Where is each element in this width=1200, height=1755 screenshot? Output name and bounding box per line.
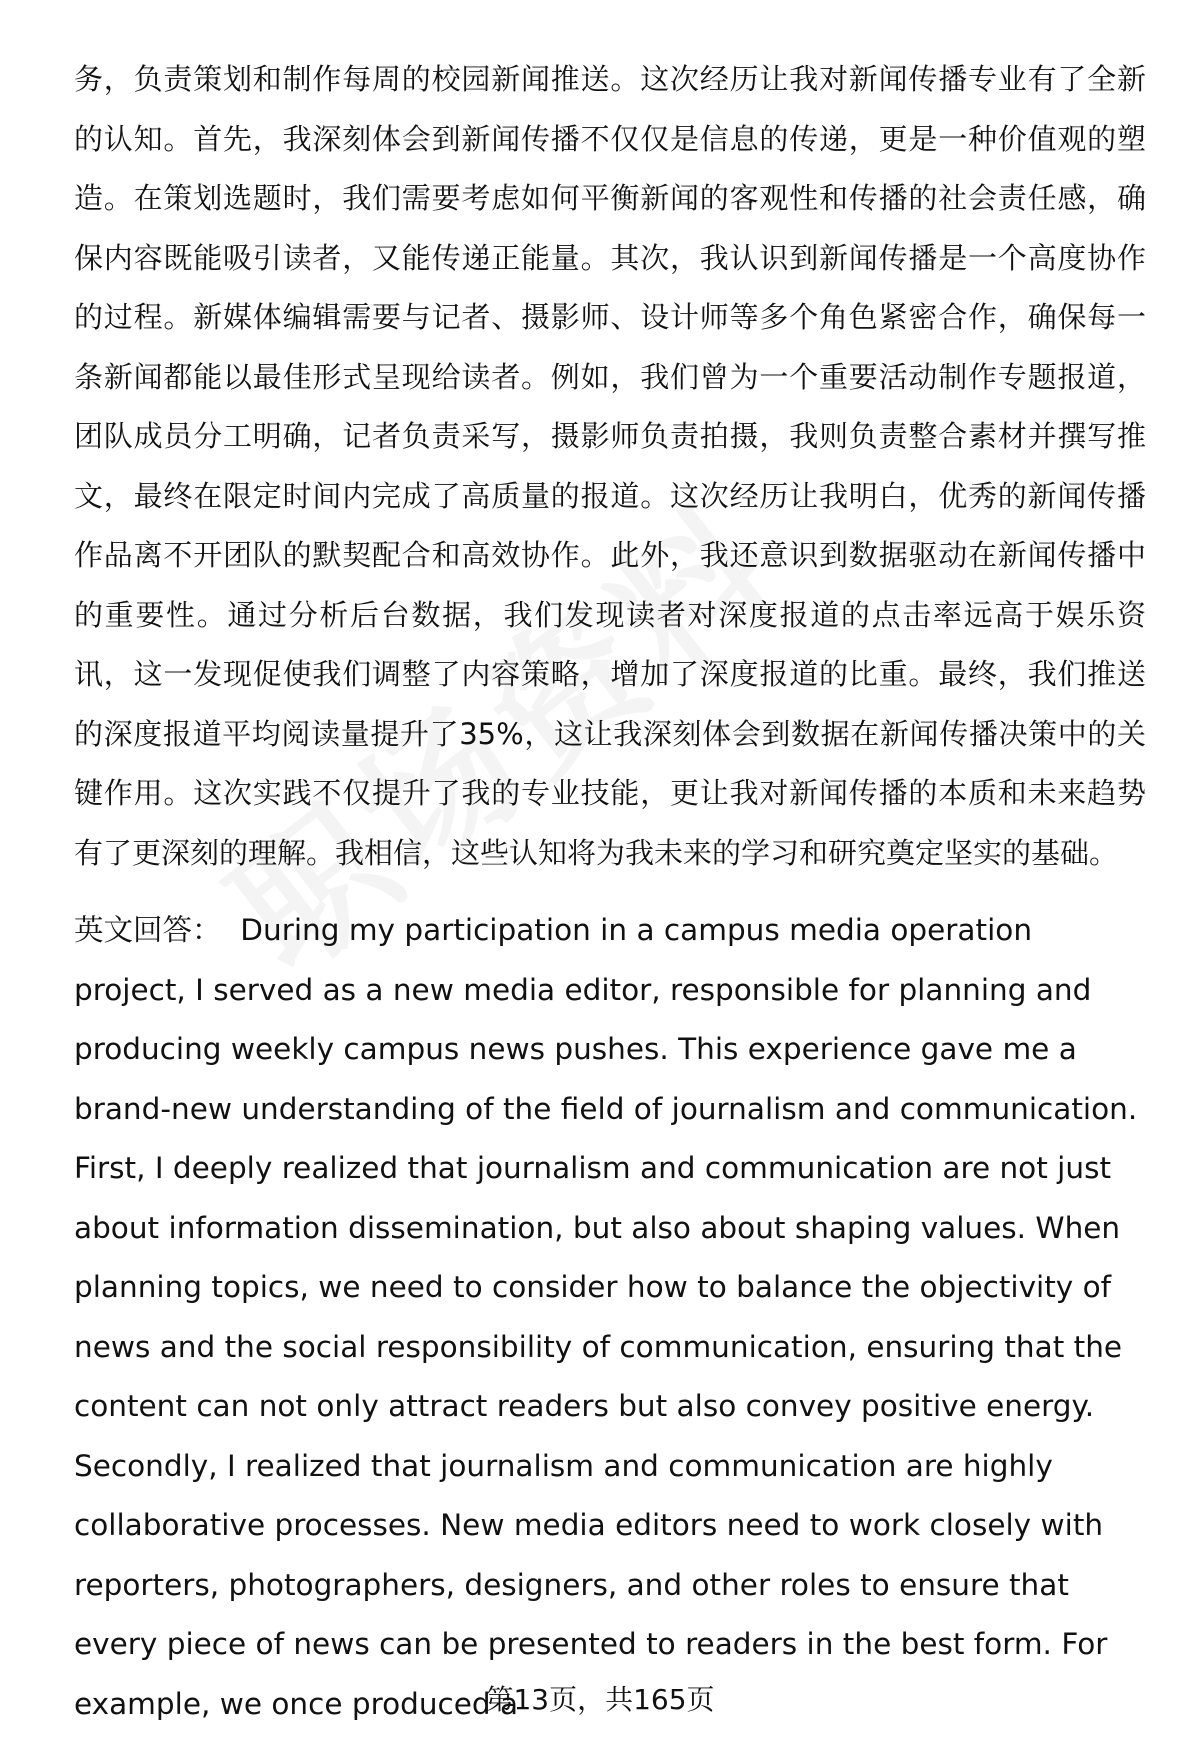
page-number-footer: 第13页，共165页 bbox=[485, 1683, 715, 1716]
chinese-answer-paragraph: 务，负责策划和制作每周的校园新闻推送。这次经历让我对新闻传播专业有了全新的认知。首先，我深刻体会到新闻传播不仅仅是信息的传递，更是一种价值观的塑造。在策划选题时，我们需要考虑如何平衡新闻的客观性和传播的社会责任感，确保内容既能吸引读者，又能传递正能量。其次，我认识到新闻传播是一个高度协作的过程。新媒体编辑需要与记者、摄影师、设计师等多个角色紧密合作，确保每一条新闻都能以最佳形式呈现给读者。例如，我们曾为一个重要活动制作专题报道，团队成员分工明确，记者负责采写，摄影师负责拍摄，我则负责整合素材并撰写推文，最终在限定时间内完成了高质量的报道。这次经历让我明白，优秀的新闻传播作品离不开团队的默契配合和高效协作。此外，我还意识到数据驱动在新闻传播中的重要性。通过分析后台数据，我们发现读者对深度报道的点击率远高于娱乐资讯，这一发现促使我们调整了内容策略，增加了深度报道的比重。最终，我们推送的深度报道平均阅读量提升了35%，这让我深刻体会到数据在新闻传播决策中的关键作用。这次实践不仅提升了我的专业技能，更让我对新闻传播的本质和未来趋势有了更深刻的理解。我相信，这些认知将为我未来的学习和研究奠定坚实的基础。 bbox=[74, 62, 1146, 870]
english-answer-label: 英文回答： bbox=[74, 913, 222, 947]
english-answer-paragraph bbox=[74, 901, 1146, 1734]
page-content bbox=[74, 50, 1146, 1734]
english-answer-text: During my participation in a campus media operation project, I served as a new media editor, responsible for planning and producing weekly campus news pushes. This experience gave me a brand-new understanding of the field of journalism and communication. First, I deeply realized that journalism and communication are not just about information dissemination, but also about shaping values. When planning topics, we need to consider how to balance the objectivity of news and the social responsibility of communication, ensuring that the content can not only attract readers but also convey positive energy. Secondly, I realized that journalism and communication are highly collaborative processes. New media editors need to work closely with reporters, photographers, designers, and other roles to ensure that every piece of news can be presented to readers in the best form. For example, we once produced a bbox=[74, 913, 1138, 1721]
